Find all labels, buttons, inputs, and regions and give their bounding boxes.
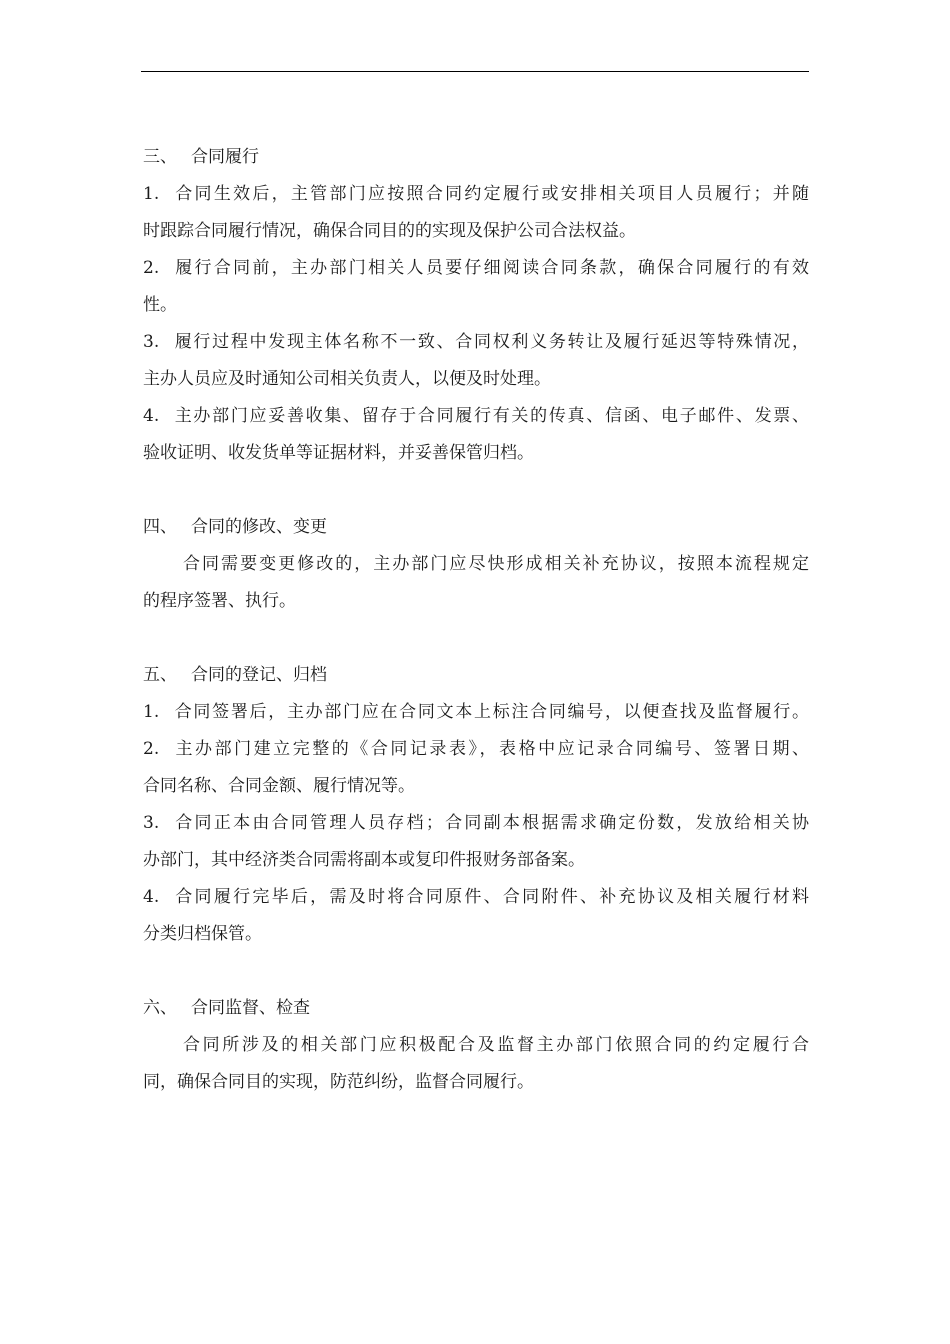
item-number: 4. xyxy=(143,406,160,426)
paragraph-line: 合同所涉及的相关部门应积极配合及监督主办部门依照合同的约定履行合 xyxy=(183,1035,809,1055)
section-contract-modification xyxy=(143,509,809,620)
item-text: 主办部门应妥善收集、留存于合同履行有关的传真、信函、电子邮件、发票、 xyxy=(173,406,809,426)
item-number: 3. xyxy=(143,813,160,833)
paragraph-line: 分类归档保管。 xyxy=(143,924,262,944)
section-contract-performance xyxy=(143,139,809,472)
list-item xyxy=(143,879,809,916)
heading-text: 合同监督、检查 xyxy=(191,998,310,1018)
item-text: 主办部门建立完整的《合同记录表》，表格中应记录合同编号、签署日期、 xyxy=(173,739,809,759)
list-item xyxy=(143,398,809,435)
list-item xyxy=(143,324,809,361)
item-number: 3. xyxy=(143,332,160,352)
item-text: 合同履行完毕后，需及时将合同原件、合同附件、补充协议及相关履行材料 xyxy=(173,887,809,907)
section-contract-supervision xyxy=(143,990,809,1101)
list-item xyxy=(143,694,809,731)
item-number: 1. xyxy=(143,702,160,722)
paragraph-line: 合同名称、合同金额、履行情况等。 xyxy=(143,776,415,796)
list-item xyxy=(143,805,809,842)
paragraph-line: 办部门，其中经济类合同需将副本或复印件报财务部备案。 xyxy=(143,850,585,870)
section-contract-registration xyxy=(143,657,809,953)
list-item xyxy=(143,731,809,768)
list-item xyxy=(143,250,809,287)
item-text: 履行过程中发现主体名称不一致、合同权利义务转让及履行延迟等特殊情况， xyxy=(173,332,809,352)
header-rule xyxy=(141,71,809,72)
section-heading xyxy=(143,509,809,546)
list-item xyxy=(143,176,809,213)
item-text: 合同签署后，主办部门应在合同文本上标注合同编号，以便查找及监督履行。 xyxy=(173,702,809,722)
item-text: 合同正本由合同管理人员存档；合同副本根据需求确定份数，发放给相关协 xyxy=(173,813,809,833)
item-number: 1. xyxy=(143,184,160,204)
heading-number: 五、 xyxy=(143,665,177,685)
item-number: 2. xyxy=(143,739,160,759)
paragraph-line: 同，确保合同目的实现，防范纠纷，监督合同履行。 xyxy=(143,1072,534,1092)
paragraph-line: 主办人员应及时通知公司相关负责人，以便及时处理。 xyxy=(143,369,551,389)
document-body xyxy=(143,139,809,1138)
item-number: 2. xyxy=(143,258,160,278)
section-heading xyxy=(143,657,809,694)
heading-text: 合同的修改、变更 xyxy=(191,517,327,537)
item-text: 合同生效后，主管部门应按照合同约定履行或安排相关项目人员履行；并随 xyxy=(173,184,809,204)
heading-number: 六、 xyxy=(143,998,177,1018)
heading-text: 合同的登记、归档 xyxy=(191,665,327,685)
item-number: 4. xyxy=(143,887,160,907)
paragraph-line: 性。 xyxy=(143,295,177,315)
paragraph-line: 时跟踪合同履行情况，确保合同目的的实现及保护公司合法权益。 xyxy=(143,221,636,241)
heading-text: 合同履行 xyxy=(191,147,259,167)
paragraph-line: 的程序签署、执行。 xyxy=(143,591,296,611)
heading-number: 三、 xyxy=(143,147,177,167)
heading-number: 四、 xyxy=(143,517,177,537)
paragraph-line: 验收证明、收发货单等证据材料，并妥善保管归档。 xyxy=(143,443,534,463)
section-heading xyxy=(143,990,809,1027)
section-heading xyxy=(143,139,809,176)
paragraph-line: 合同需要变更修改的，主办部门应尽快形成相关补充协议，按照本流程规定 xyxy=(183,554,809,574)
item-text: 履行合同前，主办部门相关人员要仔细阅读合同条款，确保合同履行的有效 xyxy=(173,258,809,278)
